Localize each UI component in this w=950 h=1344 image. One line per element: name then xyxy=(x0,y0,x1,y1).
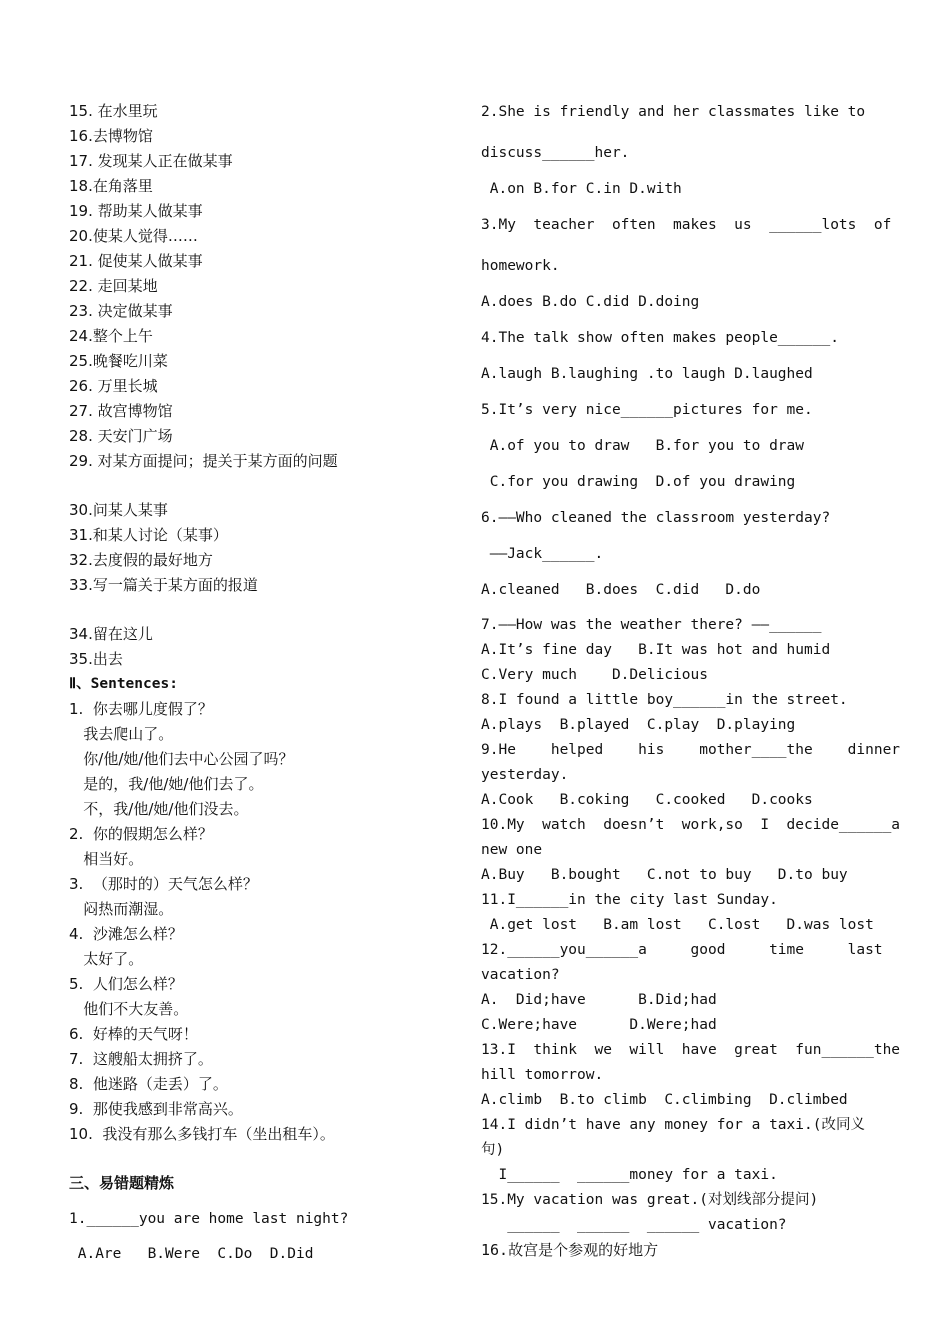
phrase-27: 27. 故宫博物馆 xyxy=(69,402,173,420)
phrase-19: 19. 帮助某人做某事 xyxy=(69,202,203,220)
question-line: vacation? xyxy=(481,967,560,983)
question-line: A.laugh B.laughing .to laugh D.laughed xyxy=(481,366,813,382)
question-line: C.Were;have D.Were;had xyxy=(481,1017,717,1033)
phrase-30: 30.问某人某事 xyxy=(69,501,168,519)
question-line: 2.She is friendly and her classmates like to xyxy=(481,104,866,120)
question-line: hill tomorrow. xyxy=(481,1067,604,1083)
question-line: 5.It’s very nice______pictures for me. xyxy=(481,402,813,418)
sentence-line: 他们不大友善。 xyxy=(69,1000,189,1018)
question-line: discuss______her. xyxy=(481,145,630,161)
phrase-34: 34.留在这儿 xyxy=(69,625,153,643)
sentences-heading: Ⅱ、Sentences: xyxy=(69,676,178,692)
phrase-33: 33.写一篇关于某方面的报道 xyxy=(69,576,258,594)
question-line: A.does B.do C.did D.doing xyxy=(481,294,700,310)
sentence-line: 6. 好棒的天气呀！ xyxy=(69,1025,198,1043)
phrase-20: 20.使某人觉得…… xyxy=(69,227,198,245)
question-line: A.Cook B.coking C.cooked D.cooks xyxy=(481,792,813,808)
question-line: C.Very much D.Delicious xyxy=(481,667,708,683)
phrase-22: 22. 走回某地 xyxy=(69,277,158,295)
question-line: A.Buy B.bought C.not to buy D.to buy xyxy=(481,867,848,883)
sentence-line: 9. 那使我感到非常高兴。 xyxy=(69,1100,243,1118)
question-line: A.get lost B.am lost C.lost D.was lost xyxy=(481,917,874,933)
phrase-18: 18.在角落里 xyxy=(69,177,153,195)
question-line: A.on B.for C.in D.with xyxy=(481,181,682,197)
sentence-line: 太好了。 xyxy=(69,950,144,968)
phrase-21: 21. 促使某人做某事 xyxy=(69,252,203,270)
sentence-line: 你/他/她/他们去中心公园了吗？ xyxy=(69,750,294,768)
section3-heading: 三、易错题精炼 xyxy=(69,1174,175,1192)
question-line: C.for you drawing D.of you drawing xyxy=(481,474,796,490)
phrase-16: 16.去博物馆 xyxy=(69,127,153,145)
question-line: A.climb B.to climb C.climbing D.climbed xyxy=(481,1092,848,1108)
question-line: 3.My teacher often makes us ______lots of xyxy=(481,217,892,233)
phrase-15: 15. 在水里玩 xyxy=(69,102,158,120)
phrase-25: 25.晚餐吃川菜 xyxy=(69,352,168,370)
question-line: A.cleaned B.does C.did D.do xyxy=(481,582,761,598)
sentence-line: 相当好。 xyxy=(69,850,144,868)
sentence-line: 我去爬山了。 xyxy=(69,725,174,743)
question-line: 12.______you______a good time last xyxy=(481,942,883,958)
question-line: homework. xyxy=(481,258,560,274)
question-line: 8.I found a little boy______in the street. xyxy=(481,692,848,708)
question-line: 句) xyxy=(481,1142,505,1158)
question-line: yesterday. xyxy=(481,767,569,783)
question-line: 16.故宫是个参观的好地方 xyxy=(481,1241,659,1259)
question-line: A.plays B.played C.play D.playing xyxy=(481,717,796,733)
question-line: I______ ______money for a taxi. xyxy=(481,1167,778,1183)
sentence-line: 不，我/他/她/他们没去。 xyxy=(69,800,249,818)
phrase-35: 35.出去 xyxy=(69,650,123,668)
sentence-line: 4. 沙滩怎么样？ xyxy=(69,925,183,943)
sentence-line: 7. 这艘船太拥挤了。 xyxy=(69,1050,213,1068)
sentence-line: 10. 我没有那么多钱打车（坐出租车）。 xyxy=(69,1125,335,1143)
sentence-line: 是的，我/他/她/他们去了。 xyxy=(69,775,264,793)
sentence-line: 1. 你去哪儿度假了？ xyxy=(69,700,213,718)
phrase-26: 26. 万里长城 xyxy=(69,377,158,395)
question-1: 1.______you are home last night? xyxy=(69,1211,349,1227)
question-line: 7.——How was the weather there? ——______ xyxy=(481,617,822,633)
question-line: 11.I______in the city last Sunday. xyxy=(481,892,778,908)
sentence-line: 3. （那时的）天气怎么样？ xyxy=(69,875,258,893)
question-line: 6.——Who cleaned the classroom yesterday? xyxy=(481,510,831,526)
question-line: 15.My vacation was great.(对划线部分提问) xyxy=(481,1192,819,1208)
question-line: A.of you to draw B.for you to draw xyxy=(481,438,805,454)
question-line: A. Did;have B.Did;had xyxy=(481,992,717,1008)
question-line: ——Jack______. xyxy=(481,546,604,562)
sentence-line: 8. 他迷路（走丢）了。 xyxy=(69,1075,228,1093)
question-line: 4.The talk show often makes people______. xyxy=(481,330,839,346)
question-1-options: A.Are B.Were C.Do D.Did xyxy=(69,1246,314,1262)
sentence-line: 闷热而潮湿。 xyxy=(69,900,174,918)
phrase-28: 28. 天安门广场 xyxy=(69,427,173,445)
phrase-17: 17. 发现某人正在做某事 xyxy=(69,152,233,170)
phrase-29: 29. 对某方面提问；提关于某方面的问题 xyxy=(69,452,338,470)
question-line: ______ ______ ______ vacation? xyxy=(481,1217,787,1233)
question-line: 13.I think we will have great fun______the xyxy=(481,1042,901,1058)
question-line: A.It’s fine day B.It was hot and humid xyxy=(481,642,831,658)
question-line: 14.I didn’t have any money for a taxi.(改同义 xyxy=(481,1117,865,1133)
question-line: 10.My watch doesn’t work,so I decide______a xyxy=(481,817,901,833)
question-line: new one xyxy=(481,842,543,858)
sentence-line: 2. 你的假期怎么样？ xyxy=(69,825,213,843)
question-line: 9.He helped his mother____the dinner xyxy=(481,742,901,758)
phrase-23: 23. 决定做某事 xyxy=(69,302,173,320)
phrase-24: 24.整个上午 xyxy=(69,327,153,345)
phrase-32: 32.去度假的最好地方 xyxy=(69,551,213,569)
sentence-line: 5. 人们怎么样？ xyxy=(69,975,183,993)
phrase-31: 31.和某人讨论（某事） xyxy=(69,526,228,544)
